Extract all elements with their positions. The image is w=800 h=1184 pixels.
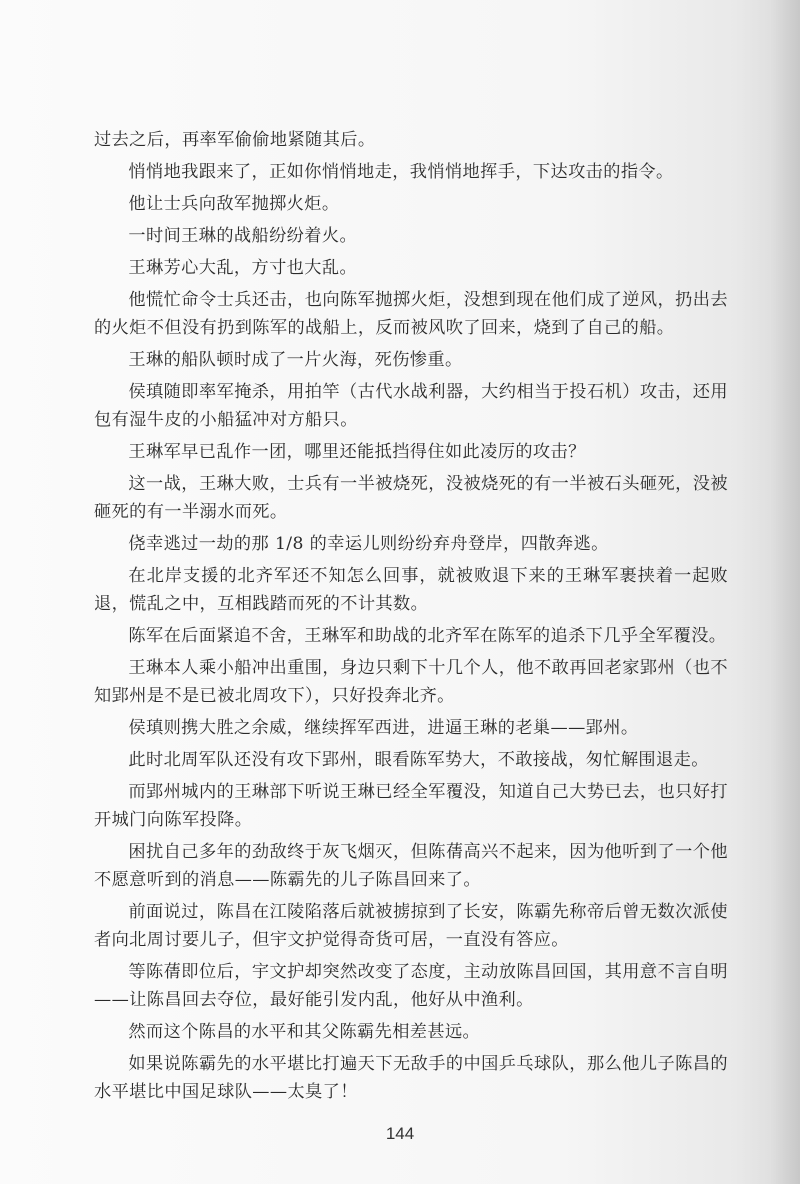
paragraph: 前面说过，陈昌在江陵陷落后就被掳掠到了长安，陈霸先称帝后曾无数次派使者向北周讨要儿子，但宇文护觉得奇货可居，一直没有答应。 (94, 902, 728, 950)
paragraph: 然而这个陈昌的水平和其父陈霸先相差甚远。 (128, 1022, 481, 1042)
paragraph: 此时北周军队还没有攻下郢州，眼看陈军势大，不敢接战，匆忙解围退走。 (128, 750, 709, 770)
paragraph: 困扰自己多年的劲敌终于灰飞烟灭，但陈蒨高兴不起来，因为他听到了一个他不愿意听到的消息——陈霸先的儿子陈昌回来了。 (94, 842, 728, 890)
paragraph: 过去之后，再率军偷偷地紧随其后。 (94, 130, 376, 150)
paragraph: 王琳芳心大乱，方寸也大乱。 (128, 258, 358, 278)
paragraph: 如果说陈霸先的水平堪比打遍天下无敌手的中国乒乓球队，那么他儿子陈昌的水平堪比中国足球队——太臭了！ (94, 1054, 728, 1102)
paragraph: 王琳本人乘小船冲出重围，身边只剩下十几个人，他不敢再回老家郢州（也不知郢州是不是已被北周攻下），只好投奔北齐。 (94, 658, 728, 706)
paragraph: 侯瑱随即率军掩杀，用拍竿（古代水战利器，大约相当于投石机）攻击，还用包有湿牛皮的小船猛冲对方船只。 (94, 382, 728, 430)
paragraph: 侯瑱则携大胜之余威，继续挥军西进，进逼王琳的老巢——郢州。 (128, 718, 639, 738)
page-number: 144 (385, 1124, 415, 1143)
paragraph: 陈军在后面紧追不舍，王琳军和助战的北齐军在陈军的追杀下几乎全军覆没。 (128, 626, 727, 646)
paragraph: 在北岸支援的北齐军还不知怎么回事，就被败退下来的王琳军裹挟着一起败退，慌乱之中，互相践踏而死的不计其数。 (94, 566, 728, 614)
paragraph: 一时间王琳的战船纷纷着火。 (128, 226, 358, 246)
page-edge-shadow (770, 0, 800, 1184)
paragraph: 王琳的船队顿时成了一片火海，死伤惨重。 (128, 350, 463, 370)
body-text (94, 126, 728, 1110)
paragraph: 等陈蒨即位后，宇文护却突然改变了态度，主动放陈昌回国，其用意不言自明——让陈昌回去夺位，最好能引发内乱，他好从中渔利。 (94, 962, 728, 1010)
paragraph: 侥幸逃过一劫的那 1/8 的幸运儿则纷纷弃舟登岸，四散奔逃。 (128, 534, 609, 554)
paragraph: 王琳军早已乱作一团，哪里还能抵挡得住如此凌厉的攻击？ (128, 442, 586, 462)
paragraph: 悄悄地我跟来了，正如你悄悄地走，我悄悄地挥手，下达攻击的指令。 (128, 162, 674, 182)
paragraph: 他让士兵向敌军抛掷火炬。 (128, 194, 340, 214)
paragraph: 这一战，王琳大败，士兵有一半被烧死，没被烧死的有一半被石头砸死，没被砸死的有一半溺水而死。 (94, 474, 728, 522)
paragraph: 他慌忙命令士兵还击，也向陈军抛掷火炬，没想到现在他们成了逆风，扔出去的火炬不但没有扔到陈军的战船上，反而被风吹了回来，烧到了自己的船。 (94, 290, 728, 338)
paragraph: 而郢州城内的王琳部下听说王琳已经全军覆没，知道自己大势已去，也只好打开城门向陈军投降。 (94, 782, 728, 830)
